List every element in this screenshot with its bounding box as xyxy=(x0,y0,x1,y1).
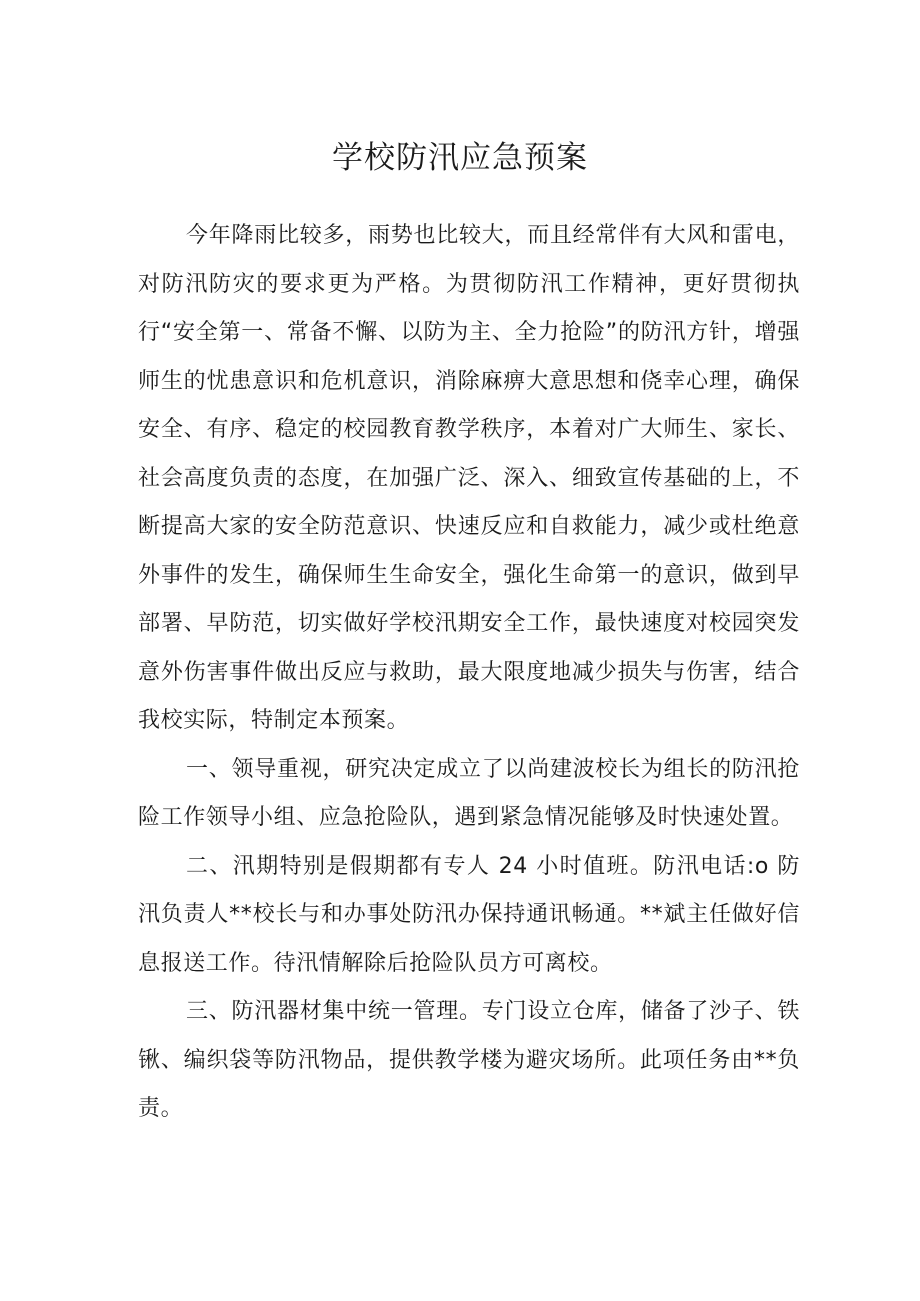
section-two-paragraph: 二、汛期特别是假期都有专人 24 小时值班。防汛电话:o 防汛负责人**校长与和办事处防汛办保持通讯畅通。**斌主任做好信息报送工作。待汛情解除后抢险队员方可离校。 xyxy=(138,853,800,976)
document-title: 学校防汛应急预案 xyxy=(332,140,588,176)
section-three-paragraph: 三、防汛器材集中统一管理。专门设立仓库，储备了沙子、铁锹、编织袋等防汛物品，提供教学楼为避灾场所。此项任务由**负责。 xyxy=(138,999,800,1121)
section-one-paragraph: 一、领导重视，研究决定成立了以尚建波校长为组长的防汛抢险工作领导小组、应急抢险队，遇到紧急情况能够及时快速处置。 xyxy=(138,756,800,830)
intro-paragraph: 今年降雨比较多，雨势也比较大，而且经常伴有大风和雷电，对防汛防灾的要求更为严格。为贯彻防汛工作精神，更好贯彻执行“安全第一、常备不懈、以防为主、全力抢险”的防汛方针，增强师生的忧患意识和危机意识，消除麻痹大意思想和侥幸心理，确保安全、有序、稳定的校园教育教学秩序，本着对广大师生、家长、社会高度负责的态度，在加强广泛、深入、细致宣传基础的上，不断提高大家的安全防范意识、快速反应和自救能力，减少或杜绝意外事件的发生，确保师生生命安全，强化生命第一的意识，做到早部署、早防范，切实做好学校汛期安全工作，最快速度对校园突发意外伤害事件做出反应与救助，最大限度地减少损失与伤害，结合我校实际，特制定本预案。 xyxy=(138,223,800,733)
document-body xyxy=(138,212,800,1134)
